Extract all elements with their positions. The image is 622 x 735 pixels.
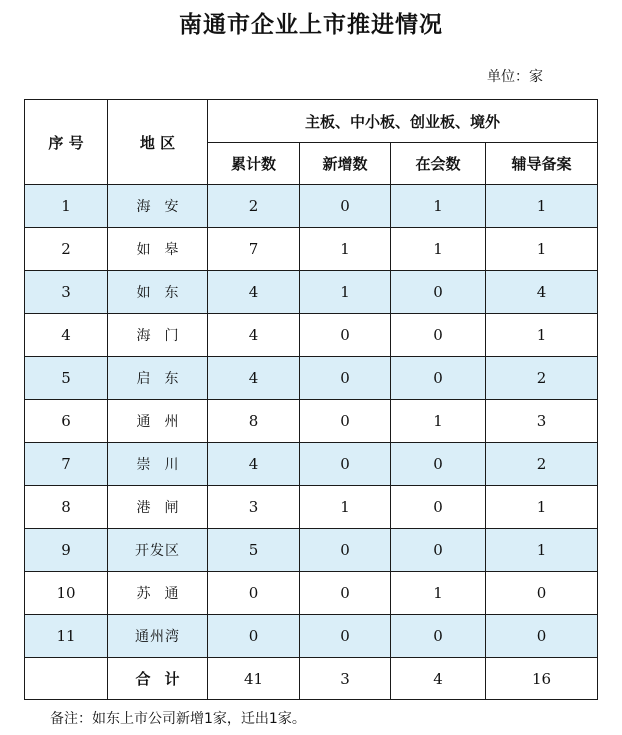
cell-in-review: 0 [391, 615, 486, 658]
cell-tutoring: 1 [486, 228, 598, 271]
cell-in-review: 1 [391, 572, 486, 615]
table-row [25, 314, 598, 357]
table-row [25, 228, 598, 271]
table-row [25, 400, 598, 443]
cell-new: 0 [300, 357, 391, 400]
cell-new: 0 [300, 185, 391, 228]
cell-seq: 11 [25, 615, 108, 658]
cell-cumulative: 7 [208, 228, 300, 271]
unit-label: 单位：家 [487, 69, 543, 85]
cell-seq: 4 [25, 314, 108, 357]
header-tutoring: 辅导备案 [486, 143, 598, 185]
table-row [25, 271, 598, 314]
cell-seq: 2 [25, 228, 108, 271]
cell-tutoring: 0 [486, 572, 598, 615]
cell-in-review: 0 [391, 443, 486, 486]
cell-cumulative: 4 [208, 443, 300, 486]
cell-in-review: 1 [391, 185, 486, 228]
cell-new: 0 [300, 572, 391, 615]
cell-cumulative: 3 [208, 486, 300, 529]
cell-seq: 9 [25, 529, 108, 572]
cell-in-review: 0 [391, 314, 486, 357]
cell-region: 如东 [108, 271, 208, 314]
header-group: 主板、中小板、创业板、境外 [208, 100, 598, 143]
cell-tutoring: 1 [486, 185, 598, 228]
table-row [25, 529, 598, 572]
table-body [25, 185, 598, 658]
cell-in-review: 0 [391, 529, 486, 572]
cell-region: 如皋 [108, 228, 208, 271]
total-cumulative: 41 [208, 658, 300, 700]
cell-tutoring: 3 [486, 400, 598, 443]
footnote: 备注：如东上市公司新增1家，迁出1家。 [50, 711, 306, 727]
cell-new: 0 [300, 400, 391, 443]
page-title: 南通市企业上市推进情况 [179, 11, 443, 38]
cell-new: 0 [300, 529, 391, 572]
cell-seq: 6 [25, 400, 108, 443]
cell-new: 1 [300, 271, 391, 314]
cell-cumulative: 0 [208, 615, 300, 658]
table-row [25, 443, 598, 486]
total-label: 合计 [108, 658, 208, 700]
cell-tutoring: 2 [486, 357, 598, 400]
total-new: 3 [300, 658, 391, 700]
header-cumulative: 累计数 [208, 143, 300, 185]
cell-seq: 1 [25, 185, 108, 228]
cell-region: 通州湾 [108, 615, 208, 658]
cell-region: 崇川 [108, 443, 208, 486]
cell-new: 0 [300, 443, 391, 486]
cell-cumulative: 8 [208, 400, 300, 443]
cell-in-review: 1 [391, 400, 486, 443]
cell-cumulative: 4 [208, 271, 300, 314]
header-region: 地 区 [108, 100, 208, 185]
table-row [25, 486, 598, 529]
header-new: 新增数 [300, 143, 391, 185]
header-in-review: 在会数 [391, 143, 486, 185]
cell-region: 港闸 [108, 486, 208, 529]
cell-seq: 5 [25, 357, 108, 400]
cell-tutoring: 4 [486, 271, 598, 314]
cell-region: 通州 [108, 400, 208, 443]
cell-region: 开发区 [108, 529, 208, 572]
listing-table [24, 99, 598, 700]
cell-in-review: 0 [391, 357, 486, 400]
cell-cumulative: 2 [208, 185, 300, 228]
cell-region: 苏通 [108, 572, 208, 615]
cell-cumulative: 0 [208, 572, 300, 615]
table-row [25, 185, 598, 228]
cell-cumulative: 5 [208, 529, 300, 572]
cell-region: 海安 [108, 185, 208, 228]
cell-new: 1 [300, 486, 391, 529]
cell-seq: 7 [25, 443, 108, 486]
cell-region: 启东 [108, 357, 208, 400]
cell-cumulative: 4 [208, 357, 300, 400]
header-seq: 序 号 [25, 100, 108, 185]
cell-in-review: 0 [391, 486, 486, 529]
cell-tutoring: 0 [486, 615, 598, 658]
cell-tutoring: 1 [486, 486, 598, 529]
cell-tutoring: 2 [486, 443, 598, 486]
total-row [25, 658, 598, 700]
cell-tutoring: 1 [486, 529, 598, 572]
total-in-review: 4 [391, 658, 486, 700]
cell-seq: 10 [25, 572, 108, 615]
cell-new: 1 [300, 228, 391, 271]
table-row [25, 615, 598, 658]
cell-seq: 3 [25, 271, 108, 314]
table-row [25, 572, 598, 615]
total-empty-cell [25, 658, 108, 700]
cell-tutoring: 1 [486, 314, 598, 357]
cell-new: 0 [300, 314, 391, 357]
total-tutoring: 16 [486, 658, 598, 700]
cell-cumulative: 4 [208, 314, 300, 357]
cell-in-review: 0 [391, 271, 486, 314]
cell-seq: 8 [25, 486, 108, 529]
cell-new: 0 [300, 615, 391, 658]
table-row [25, 357, 598, 400]
cell-in-review: 1 [391, 228, 486, 271]
cell-region: 海门 [108, 314, 208, 357]
